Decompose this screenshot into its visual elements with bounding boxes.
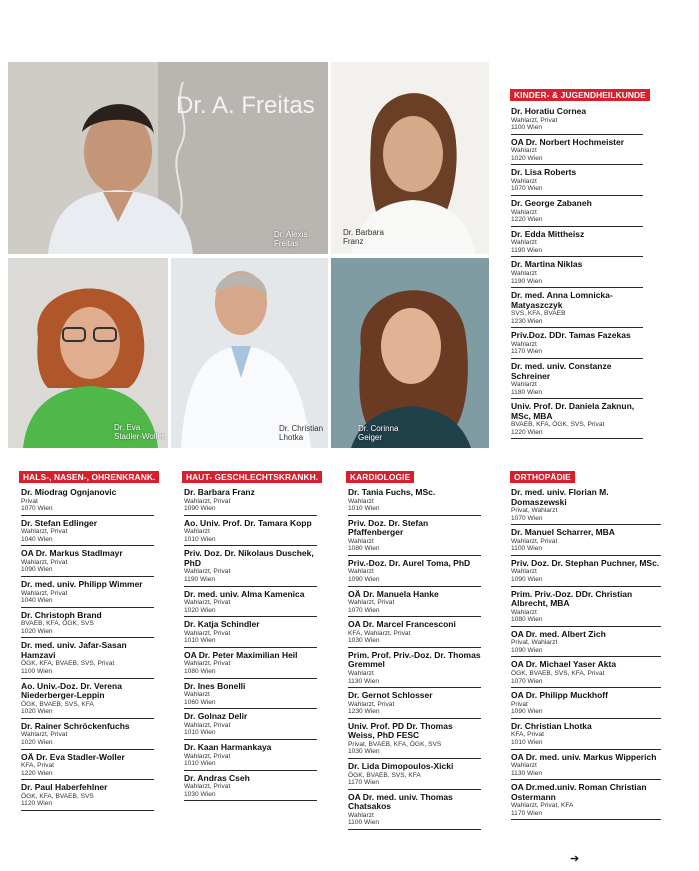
doctor-city: 1010 Wien (184, 760, 216, 768)
doctor-entry (348, 793, 481, 830)
doctor-name: Dr. Ines Bonelli (184, 680, 246, 691)
doctor-entry (21, 641, 154, 678)
doctor-entry (348, 691, 481, 719)
doctor-name: OA Dr. med. univ. Markus Wipperich (511, 751, 657, 762)
doctor-entry (184, 682, 317, 710)
doctor-entry (511, 753, 661, 781)
doctor-city: 1170 Wien (348, 779, 380, 787)
doctor-entry (184, 620, 317, 648)
portrait-stadler-image (8, 258, 168, 448)
doctor-details: Wahlarzt (348, 497, 374, 505)
portrait-lhotka-image (171, 258, 328, 448)
doctor-list-orthopaedie (511, 488, 661, 823)
doctor-name: Priv.Doz. DDr. Tamas Fazekas (511, 330, 631, 341)
doctor-entry (184, 774, 317, 802)
doctor-name: Dr. Rainer Schröckenfuchs (21, 720, 130, 731)
doctor-details: Privat (21, 497, 38, 505)
doctor-entry (21, 611, 154, 639)
doctor-entry (21, 753, 154, 781)
doctor-city: 1070 Wien (511, 185, 543, 193)
doctor-city: 1220 Wien (511, 428, 543, 436)
doctor-name: Priv. Doz. Dr. Stephan Puchner, MSc. (511, 557, 660, 568)
doctor-entry (184, 488, 317, 516)
doctor-entry (348, 559, 481, 587)
doctor-name: Ao. Univ. Prof. Dr. Tamara Kopp (184, 517, 312, 528)
doctor-entry (348, 488, 481, 516)
doctor-entry (184, 590, 317, 618)
doctor-entry (511, 260, 643, 288)
doctor-entry (184, 519, 317, 547)
doctor-entry (511, 362, 643, 399)
doctor-details: Wahlarzt (184, 528, 210, 536)
doctor-city: 1130 Wien (511, 769, 543, 777)
doctor-details: Wahlarzt, Privat (21, 731, 68, 739)
doctor-city: 1080 Wien (511, 616, 543, 624)
portrait-franz-image (331, 62, 489, 254)
doctor-name: Dr. Andras Cseh (184, 772, 250, 783)
doctor-details: Privat (511, 700, 528, 708)
doctor-name: Priv. Doz. Dr. Nikolaus Duschek, PhD (184, 548, 314, 568)
photo-caption-stadler (114, 423, 165, 441)
doctor-city: 1020 Wien (184, 606, 216, 614)
doctor-details: Wahlarzt (184, 691, 210, 699)
doctor-entry (348, 620, 481, 648)
doctor-name: OA Dr.med.univ. Roman Christian Ostermann (511, 782, 647, 802)
doctor-name: Dr. med. univ. Constanze Schreiner (511, 361, 612, 381)
doctor-details: Wahlarzt, Privat (21, 589, 68, 597)
doctor-city: 1220 Wien (511, 216, 543, 224)
doctor-details: Wahlarzt, Privat (184, 783, 231, 791)
doctor-details: KFA, Wahlarzt, Privat (348, 629, 411, 637)
doctor-city: 1100 Wien (511, 124, 543, 132)
doctor-name: Univ. Prof. Dr. Daniela Zaknun, MSc, MBA (511, 401, 635, 421)
photo-alexis-freitas (8, 62, 328, 254)
doctor-name: Dr. med. univ. Florian M. Domaszewski (511, 487, 609, 507)
doctor-city: 1080 Wien (184, 668, 216, 676)
doctor-city: 1070 Wien (21, 505, 53, 513)
freitas-sign-text: Dr. A. Freitas (176, 92, 315, 119)
section-heading-hno: HALS-, NASEN-, OHRENKRANK. (19, 471, 159, 483)
doctor-name: Dr. Edda Mittheisz (511, 228, 585, 239)
doctor-entry (21, 722, 154, 750)
doctor-name: Dr. Barbara Franz (184, 487, 255, 497)
doctor-name: Dr. Christian Lhotka (511, 720, 592, 731)
doctor-city: 1170 Wien (511, 809, 543, 817)
doctor-details: Wahlarzt (511, 381, 537, 388)
caption-line: Freitas (274, 239, 299, 248)
doctor-list-kardiologie (348, 488, 481, 833)
doctor-city: 1090 Wien (184, 505, 216, 513)
doctor-details: BVAEB, KFA, ÖGK, SVS (21, 620, 94, 628)
caption-line: Geiger (358, 433, 383, 442)
doctor-details: Wahlarzt, Privat (21, 528, 68, 536)
doctor-entry (511, 291, 643, 328)
caption-line: Dr. Barbara (343, 228, 384, 237)
doctor-name: Dr. Lisa Roberts (511, 167, 577, 178)
doctor-city: 1180 Wien (511, 388, 543, 396)
doctor-city: 1070 Wien (511, 514, 543, 522)
photo-caption-lhotka (279, 424, 323, 442)
doctor-details: ÖGK, BVAEB, SVS, KFA (21, 700, 94, 708)
caption-line: Franz (343, 237, 364, 246)
caption-line: Dr. Eva (114, 423, 141, 432)
doctor-list-haut (184, 488, 317, 804)
doctor-details: KFA, Privat (21, 762, 54, 769)
doctor-details: Wahlarzt, Privat (511, 537, 558, 545)
doctor-details: Wahlarzt, Privat (184, 599, 231, 607)
doctor-entry (511, 199, 643, 227)
doctor-name: Dr. med. univ. Jafar-Sasan Hamzavi (21, 640, 127, 660)
doctor-city: 1070 Wien (348, 606, 380, 614)
portrait-freitas-image (8, 62, 328, 254)
doctor-entry (184, 712, 317, 740)
doctor-name: Prim. Prof. Priv.-Doz. Dr. Thomas Gremmel (348, 649, 481, 670)
doctor-entry (511, 783, 661, 820)
photo-christian-lhotka (171, 258, 328, 448)
doctor-city: 1020 Wien (511, 154, 543, 162)
doctor-name: OA Dr. Philipp Muckhoff (511, 690, 608, 701)
doctor-details: Wahlarzt (348, 669, 374, 677)
doctor-entry (511, 230, 643, 258)
doctor-details: Wahlarzt, Privat, KFA (511, 802, 574, 810)
section-heading-kinder: KINDER- & JUGENDHEILKUNDE (510, 89, 650, 101)
doctor-details: Wahlarzt (511, 147, 537, 155)
doctor-city: 1010 Wien (511, 738, 543, 746)
section-heading-kardiologie: KARDIOLOGIE (346, 471, 414, 483)
doctor-name: OÄ Dr. Manuela Hanke (348, 588, 439, 599)
doctor-entry (348, 762, 481, 790)
doctor-city: 1100 Wien (21, 668, 53, 676)
doctor-details: Wahlarzt, Privat (184, 497, 231, 505)
caption-line: Dr. Christian (279, 424, 324, 433)
doctor-name: Dr. Paul Haberfehlner (21, 782, 108, 793)
doctor-city: 1030 Wien (348, 748, 380, 756)
doctor-name: Dr. Katja Schindler (184, 619, 260, 630)
doctor-city: 1090 Wien (511, 708, 543, 716)
photo-caption-franz (343, 228, 384, 246)
doctor-city: 1080 Wien (348, 545, 380, 553)
doctor-name: OA Dr. Markus Stadlmayr (21, 548, 123, 559)
doctor-city: 1030 Wien (184, 790, 216, 798)
caption-line: Lhotka (279, 433, 304, 442)
doctor-city: 1020 Wien (21, 738, 53, 746)
doctor-list-hno (21, 488, 154, 814)
doctor-name: OA Dr. Marcel Francesconi (348, 619, 456, 630)
doctor-name: Dr. Martina Niklas (511, 259, 583, 270)
doctor-entry (511, 660, 661, 688)
doctor-details: Wahlarzt, Privat (184, 660, 231, 668)
doctor-entry (511, 138, 643, 166)
doctor-name: Dr. med. univ. Philipp Wimmer (21, 579, 143, 590)
doctor-entry (348, 519, 481, 556)
doctor-city: 1030 Wien (348, 637, 380, 645)
doctor-name: OA Dr. Michael Yaser Akta (511, 659, 617, 670)
doctor-details: Wahlarzt (511, 340, 537, 348)
doctor-details: Wahlarzt (348, 811, 374, 819)
doctor-list-kinder (511, 107, 643, 442)
doctor-entry (184, 549, 317, 586)
doctor-name: Ao. Univ.-Doz. Dr. Verena Niederberger-Leppin (21, 680, 122, 701)
doctor-details: Wahlarzt (511, 269, 537, 277)
doctor-entry (511, 691, 661, 719)
doctor-entry (511, 488, 661, 525)
doctor-name: Dr. Kaan Harmankaya (184, 742, 272, 752)
doctor-entry (511, 331, 643, 359)
doctor-details: Wahlarzt (511, 177, 537, 185)
doctor-details: Wahlarzt, Privat (21, 558, 68, 566)
doctor-name: Dr. Horatiu Cornea (511, 106, 587, 116)
doctor-details: Privat, Wahlarzt (511, 639, 558, 647)
doctor-city: 1010 Wien (184, 729, 216, 737)
doctor-city: 1090 Wien (511, 646, 543, 654)
caption-line: Stadler-Woller (114, 432, 165, 441)
doctor-city: 1230 Wien (511, 317, 543, 325)
doctor-city: 1040 Wien (21, 597, 53, 605)
photo-caption-freitas (274, 230, 307, 248)
doctor-details: Wahlarzt, Privat (184, 752, 231, 760)
doctor-city: 1220 Wien (21, 769, 53, 777)
doctor-name: Dr. med. Anna Lomnicka-Matyaszczyk (511, 290, 613, 310)
doctor-name: OA Dr. med. Albert Zich (511, 628, 606, 639)
doctor-details: Privat, Wahlarzt (511, 507, 558, 514)
doctor-details: Privat, BVAEB, KFA, ÖGK, SVS (348, 740, 442, 748)
doctor-details: Wahlarzt, Privat (511, 116, 558, 124)
caption-line: Dr. Corinna (358, 424, 399, 433)
doctor-entry (21, 783, 154, 811)
doctor-entry (511, 528, 661, 556)
doctor-name: OÄ Dr. Eva Stadler-Woller (21, 751, 125, 762)
section-heading-haut: HAUT- GESCHLECHTSKRANKH. (182, 471, 322, 483)
doctor-city: 1020 Wien (21, 708, 53, 716)
doctor-entry (348, 590, 481, 618)
doctor-details: Wahlarzt, Privat (184, 629, 231, 637)
doctor-entry (21, 580, 154, 608)
doctor-entry (184, 743, 317, 771)
doctor-details: Wahlarzt, Privat (348, 700, 395, 708)
doctor-name: Dr. Lida Dimopoulos-Xicki (348, 761, 454, 771)
doctor-entry (21, 549, 154, 577)
portrait-geiger-image (331, 258, 489, 448)
next-page-arrow-icon: ➔ (570, 853, 580, 865)
doctor-city: 1190 Wien (184, 575, 216, 583)
doctor-city: 1040 Wien (21, 535, 53, 543)
doctor-name: OA Dr. Norbert Hochmeister (511, 136, 625, 147)
doctor-city: 1070 Wien (511, 677, 543, 685)
doctor-name: OA Dr. Peter Maximilian Heil (184, 649, 298, 660)
doctor-details: SVS, KFA, BVAEB (511, 310, 566, 318)
doctor-details: BVAEB, KFA, ÖGK, SVS, Privat (511, 421, 605, 429)
doctor-name: Dr. Stefan Edlinger (21, 517, 98, 528)
doctor-city: 1090 Wien (511, 575, 543, 583)
doctor-details: Wahlarzt, Privat (348, 599, 395, 607)
doctor-city: 1060 Wien (184, 698, 216, 706)
photo-eva-stadler-woller (8, 258, 168, 448)
doctor-details: ÖGK, BVAEB, SVS, KFA, Privat (511, 669, 605, 677)
doctor-details: ÖGK, KFA, BVAEB, SVS, Privat (21, 660, 115, 668)
doctor-city: 1090 Wien (348, 575, 380, 583)
doctor-city: 1010 Wien (184, 535, 216, 543)
doctor-city: 1090 Wien (21, 566, 53, 574)
doctor-name: Univ. Prof. PD Dr. Thomas Weiss, PhD FESC (348, 720, 453, 741)
doctor-details: Wahlarzt (511, 208, 537, 216)
doctor-entry (184, 651, 317, 679)
doctor-entry (511, 722, 661, 750)
doctor-name: Dr. med. univ. Alma Kamenica (184, 588, 305, 599)
doctor-entry (348, 722, 481, 759)
doctor-name: Dr. Tania Fuchs, MSc. (348, 487, 436, 497)
doctor-name: Dr. Golnaz Delir (184, 711, 248, 722)
doctor-details: Wahlarzt (511, 239, 537, 247)
doctor-city: 1190 Wien (511, 277, 543, 285)
doctor-name: OA Dr. med. univ. Thomas Chatsakos (348, 791, 453, 812)
doctor-name: Priv.-Doz. Dr. Aurel Toma, PhD (348, 557, 471, 568)
doctor-details: Wahlarzt (348, 537, 374, 545)
doctor-details: Wahlarzt (511, 762, 537, 769)
doctor-details: Wahlarzt (511, 568, 537, 576)
doctor-name: Dr. Christoph Brand (21, 609, 102, 620)
doctor-details: ÖGK, KFA, BVAEB, SVS (21, 792, 94, 800)
doctor-details: Wahlarzt (348, 568, 374, 576)
doctor-name: Dr. Manuel Scharrer, MBA (511, 527, 615, 538)
doctor-entry (511, 107, 643, 135)
doctor-city: 1100 Wien (511, 545, 543, 553)
doctor-name: Prim. Priv.-Doz. DDr. Christian Albrecht, MBA (511, 588, 633, 609)
doctor-name: Dr. George Zabaneh (511, 198, 592, 209)
doctor-entry (511, 590, 661, 627)
doctor-entry (21, 519, 154, 547)
photo-caption-geiger (358, 424, 398, 442)
doctor-city: 1020 Wien (21, 627, 53, 635)
doctor-name: Dr. Miodrag Ognjanovic (21, 487, 117, 497)
doctor-city: 1190 Wien (511, 246, 543, 254)
doctor-entry (511, 630, 661, 658)
section-heading-orthopaedie: ORTHOPÄDIE (510, 471, 575, 483)
doctor-details: Wahlarzt, Privat (184, 721, 231, 729)
doctor-entry (348, 651, 481, 688)
doctor-entry (511, 168, 643, 196)
doctor-city: 1230 Wien (348, 708, 380, 716)
photo-barbara-franz (331, 62, 489, 254)
doctor-city: 1130 Wien (348, 677, 380, 685)
doctor-name: Dr. Gernot Schlosser (348, 690, 433, 701)
doctor-city: 1100 Wien (348, 819, 380, 827)
doctor-details: Wahlarzt (511, 608, 537, 616)
doctor-entry (21, 682, 154, 719)
caption-line: Dr. Alexis (274, 230, 308, 239)
doctor-city: 1010 Wien (184, 637, 216, 645)
doctor-city: 1010 Wien (348, 505, 380, 513)
doctor-entry (511, 559, 661, 587)
doctor-details: ÖGK, BVAEB, SVS, KFA (348, 771, 421, 779)
photo-corinna-geiger (331, 258, 489, 448)
doctor-name: Priv. Doz. Dr. Stefan Pfaffenberger (348, 517, 429, 538)
doctor-entry (511, 402, 643, 439)
doctor-details: Wahlarzt, Privat (184, 568, 231, 576)
doctor-entry (21, 488, 154, 516)
doctor-city: 1170 Wien (511, 348, 543, 356)
doctor-details: KFA, Privat (511, 731, 544, 739)
doctor-city: 1120 Wien (21, 800, 53, 808)
